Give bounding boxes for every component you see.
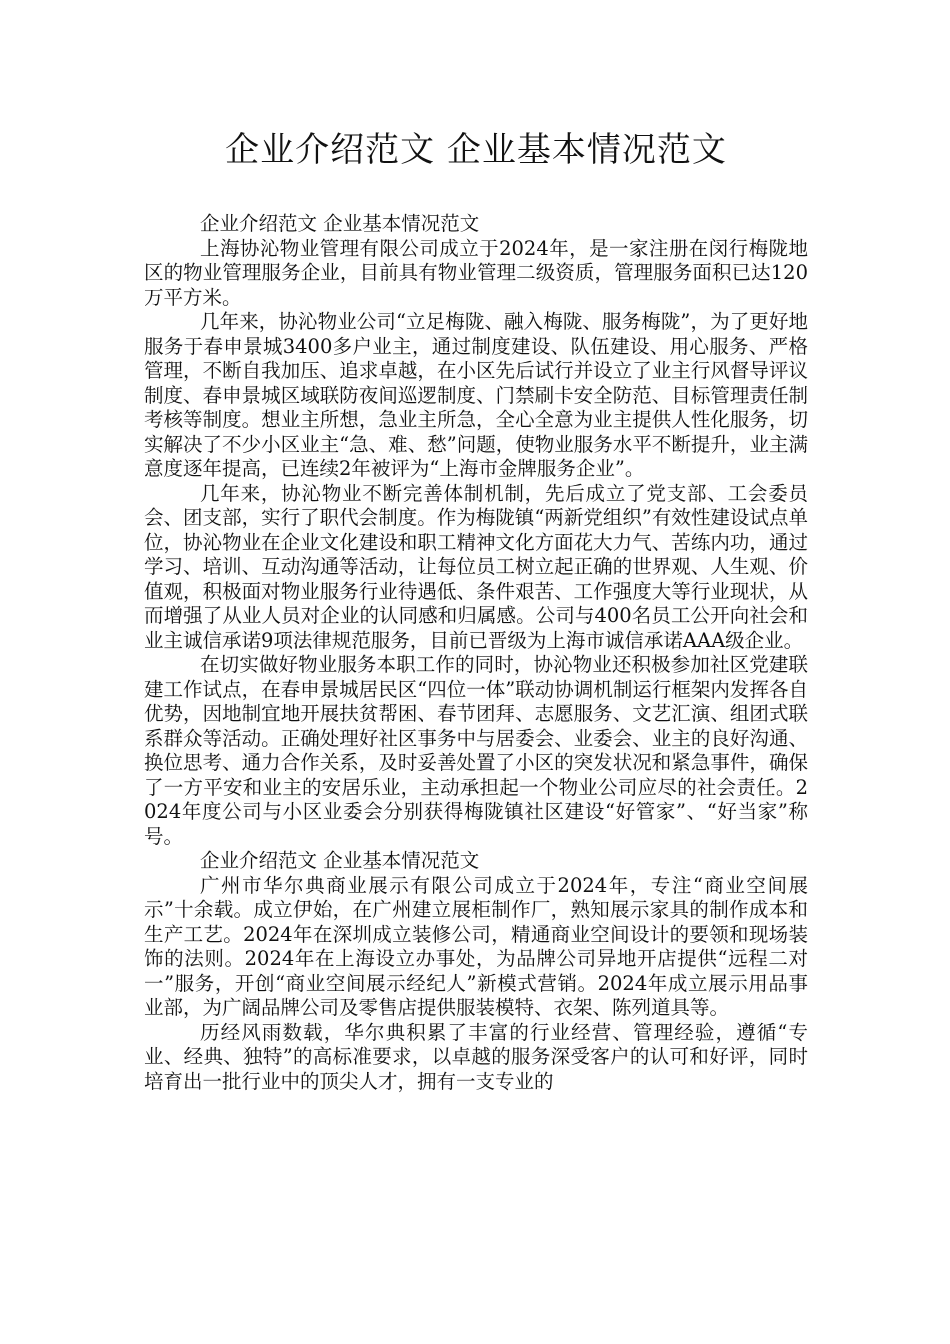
- document-page: [144, 126, 808, 1094]
- paragraph-heading-2: 企业介绍范文 企业基本情况范文: [200, 849, 480, 872]
- paragraph-huaerdian-experience: 历经风雨数载，华尔典积累了丰富的行业经营、管理经验，遵循“专业、经典、独特”的高标准要求，以卓越的服务深受客户的认可和好评，同时培育出一批行业中的顶尖人才，拥有一支专业的: [144, 1020, 808, 1093]
- paragraph-service: 几年来，协沁物业公司“立足梅陇、融入梅陇、服务梅陇”，为了更好地服务于春申景城3400多户业主，通过制度建设、队伍建设、用心服务、严格管理，不断自我加压、追求卓越，在小区先后试行并设立了业主行风督导评议制度、春申景城区域联防夜间巡逻制度、门禁刷卡安全防范、目标管理责任制考核等制度。想业主所想，急业主所急，全心全意为业主提供人性化服务，切实解决了不少小区业主“急、难、愁”问题，使物业服务水平不断提升，业主满意度逐年提高，已连续2年被评为“上海市金牌服务企业”。: [144, 310, 808, 480]
- paragraph-mechanism: 几年来，协沁物业不断完善体制机制，先后成立了党支部、工会委员会、团支部，实行了职代会制度。作为梅陇镇“两新党组织”有效性建设试点单位，协沁物业在企业文化建设和职工精神文化方面花大力气、苦练内功，通过学习、培训、互动沟通等活动，让每位员工树立起正确的世界观、人生观、价值观，积极面对物业服务行业待遇低、条件艰苦、工作强度大等行业现状，从而增强了从业人员对企业的认同感和归属感。公司与400名员工公开向社会和业主诚信承诺9项法律规范服务，目前已晋级为上海市诚信承诺AAA级企业。: [144, 481, 808, 652]
- paragraph-heading-1: 企业介绍范文 企业基本情况范文: [200, 212, 480, 235]
- paragraph-company-intro: 上海协沁物业管理有限公司成立于2024年，是一家注册在闵行梅陇地区的物业管理服务企业，目前具有物业管理二级资质，管理服务面积已达120万平方米。: [144, 236, 808, 309]
- paragraph-community: 在切实做好物业服务本职工作的同时，协沁物业还积极参加社区党建联建工作试点，在春申景城居民区“四位一体”联动协调机制运行框架内发挥各自优势，因地制宜地开展扶贫帮困、春节团拜、志愿服务、文艺汇演、组团式联系群众等活动。正确处理好社区事务中与居委会、业委会、业主的良好沟通、换位思考、通力合作关系，及时妥善处置了小区的突发状况和紧急事件，确保了一方平安和业主的安居乐业，主动承担起一个物业公司应尽的社会责任。2024年度公司与小区业委会分别获得梅陇镇社区建设“好管家”、“好当家”称号。: [144, 653, 808, 848]
- paragraph-huaerdian-intro: 广州市华尔典商业展示有限公司成立于2024年，专注“商业空间展示”十余载。成立伊始，在广州建立展柜制作厂，熟知展示家具的制作成本和生产工艺。2024年在深圳成立装修公司，精通商业空间设计的要领和现场装饰的法则。2024年在上海设立办事处，为品牌公司异地开店提供“远程二对一”服务，开创“商业空间展示经纪人”新模式营销。2024年成立展示用品事业部，为广阔品牌公司及零售店提供服装模特、衣架、陈列道具等。: [144, 873, 808, 1019]
- document-title: 企业介绍范文 企业基本情况范文: [225, 130, 727, 170]
